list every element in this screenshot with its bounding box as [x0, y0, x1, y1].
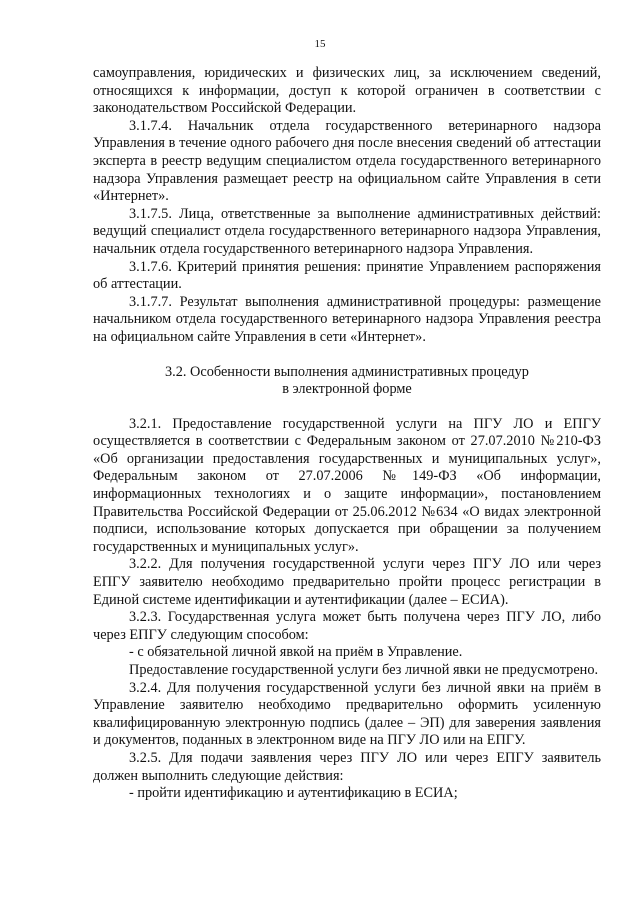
- paragraph: Предоставление государственной услуги без личной явки не предусмотрено.: [129, 662, 599, 678]
- paragraph: самоуправления, юридических и физических лиц, за исключением сведений, относящихся к информации, доступ к которой ограничен в соответствии с законодательством Российской Федерации.: [93, 65, 601, 117]
- list-item: - пройти идентификацию и аутентификацию в ЕСИА;: [129, 785, 458, 802]
- paragraph: 3.2.3. Государственная услуга может быть получена через ПГУ ЛО, либо через ЕПГУ следующим способом:: [93, 609, 601, 643]
- list-item: - с обязательной личной явкой на приём в Управление.: [129, 644, 463, 661]
- section-heading-line: 3.2. Особенности выполнения административных процедур: [165, 363, 529, 380]
- section-heading-line: в электронной форме: [282, 381, 412, 398]
- paragraph: 3.2.4. Для получения государственной услуги без личной явки на приём в Управление заявителю необходимо предварительно оформить усиленную квалифицированную электронную подпись (далее – ЭП) для заверения заявления и документов, поданных в электронном виде на ПГУ ЛО или на ЕПГУ.: [93, 679, 601, 749]
- page-number: 15: [314, 38, 326, 50]
- paragraph: 3.2.1. Предоставление государственной услуги на ПГУ ЛО и ЕПГУ осуществляется в соответствии с Федеральным законом от 27.07.2010 №210-ФЗ «Об организации предоставления государственных и муниципальных услуг», Федеральным законом от 27.07.2006 №149-ФЗ «Об информации, информационных технологиях и о защите информации», постановлением Правительства Российской Федерации от 25.06.2012 №634 «О видах электронной подписи, использование которых допускается при обращении за получением государственных и муниципальных услуг».: [93, 415, 601, 555]
- paragraph: 3.2.5. Для подачи заявления через ПГУ ЛО или через ЕПГУ заявитель должен выполнить следующие действия:: [93, 749, 601, 784]
- document-body: [93, 65, 601, 803]
- section-heading: [93, 364, 601, 399]
- paragraph: 3.1.7.7. Результат выполнения административной процедуры: размещение начальником отдела государственного ветеринарного надзора Управления реестра на официальном сайте Управления в сети «Интернет».: [93, 293, 601, 345]
- paragraph: 3.2.2. Для получения государственной услуги через ПГУ ЛО или через ЕПГУ заявителю необходимо предварительно пройти процесс регистрации в Единой системе идентификации и аутентификации (далее – ЕСИА).: [93, 556, 601, 608]
- paragraph: 3.1.7.5. Лица, ответственные за выполнение административных действий: ведущий специалист отдела государственного ветеринарного надзора Управления, начальник отдела государственного ветеринарного надзора Управления.: [93, 205, 601, 257]
- paragraph: 3.1.7.6. Критерий принятия решения: принятие Управлением распоряжения об аттестации.: [93, 258, 601, 293]
- paragraph: 3.1.7.4. Начальник отдела государственного ветеринарного надзора Управления в течение одного рабочего дня после внесения сведений об аттестации эксперта в реестр ведущим специалистом отдела государственного ветеринарного надзора Управления размещает реестр на официальном сайте Управления в сети «Интернет».: [93, 117, 601, 205]
